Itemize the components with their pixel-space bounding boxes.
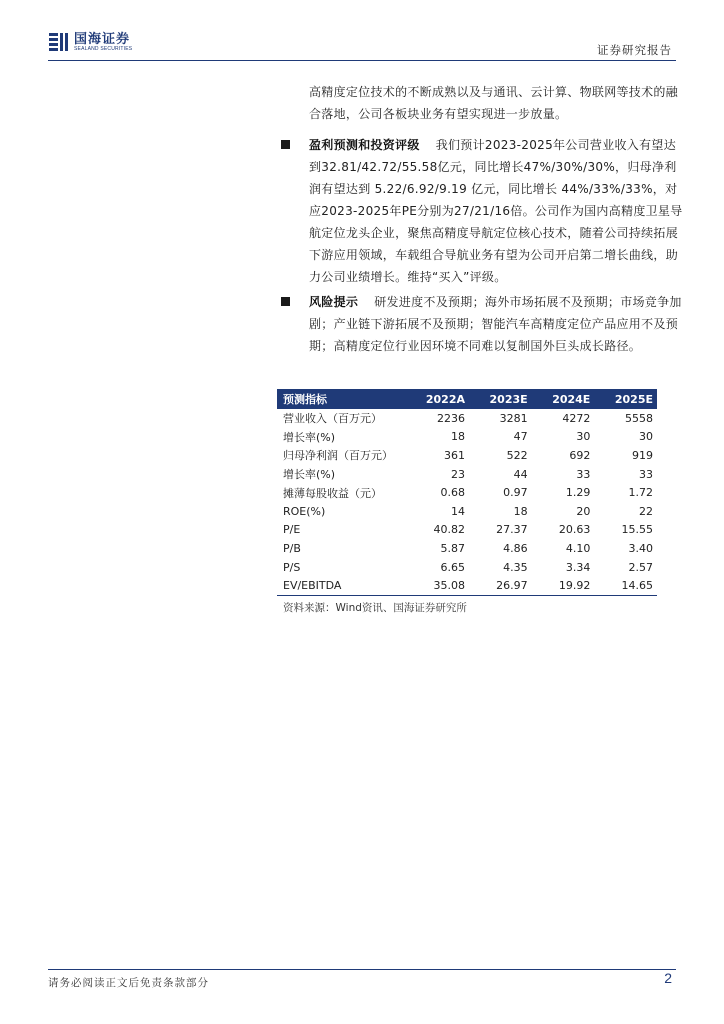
forecast-table [277, 389, 657, 596]
table-cell: 30 [639, 430, 653, 444]
bullet-square-icon [281, 297, 290, 306]
table-cell: 23 [451, 467, 466, 481]
table-cell: 3281 [499, 411, 528, 425]
table-row [277, 558, 657, 577]
risk-heading: 风险提示 [309, 295, 359, 309]
table-cell: 44 [513, 467, 528, 481]
table-cell: 1.72 [628, 486, 653, 500]
table-row [277, 428, 657, 447]
table-cell: 40.82 [433, 523, 466, 537]
table-cell: 摊薄每股收益（元） [283, 486, 382, 500]
table-cell: 2.57 [628, 560, 653, 574]
table-cell: 18 [451, 430, 466, 444]
bullet-square-icon [281, 140, 290, 149]
table-header-cell: 预测指标 [277, 389, 405, 409]
table-cell: 27.37 [496, 523, 528, 537]
table-header-cell: 2022A [405, 389, 469, 409]
table-cell: 15.55 [621, 523, 653, 537]
logo-en-text: SEALAND SECURITIES [74, 45, 133, 52]
logo-cn-text: 国海证券 [74, 31, 131, 47]
sealand-logo-icon [48, 31, 70, 53]
table-cell: 14.65 [594, 576, 657, 595]
table-cell: 增长率(%) [283, 430, 336, 444]
table-cell: 4.86 [503, 541, 528, 555]
table-cell: 692 [569, 448, 591, 462]
table-cell: 33 [639, 467, 653, 481]
table-cell: 3.34 [565, 560, 591, 574]
table-cell: 22 [639, 504, 653, 518]
table-cell: 522 [506, 448, 528, 462]
table-cell: 1.29 [565, 486, 591, 500]
footer-disclaimer: 请务必阅读正文后免责条款部分 [48, 977, 209, 989]
table-cell: 14 [451, 504, 466, 518]
table-cell: 0.68 [440, 486, 466, 500]
report-type-title: 证券研究报告 [597, 43, 672, 57]
table-source-note: 资料来源：Wind资讯、国海证券研究所 [283, 602, 467, 614]
table-cell: 5558 [625, 411, 653, 425]
table-cell: 18 [513, 504, 528, 518]
table-cell: EV/EBITDA [277, 576, 405, 595]
intro-paragraph: 高精度定位技术的不断成熟以及与通讯、云计算、物联网等技术的融合落地，公司各板块业务有望实现进一步放量。 [309, 85, 679, 121]
forecast-paragraph [309, 134, 685, 288]
table-header-row [277, 389, 657, 409]
footer-divider [48, 969, 676, 970]
table-cell: 47 [513, 430, 528, 444]
table-row [277, 502, 657, 521]
page-header [48, 28, 676, 61]
table-cell: 6.65 [440, 560, 466, 574]
table-cell: 26.97 [469, 576, 532, 595]
table-cell: 4.35 [503, 560, 528, 574]
page-number: 2 [664, 970, 672, 986]
table-row [277, 576, 657, 595]
table-cell: 19.92 [532, 576, 595, 595]
table-cell: 20 [576, 504, 591, 518]
table-row [277, 539, 657, 558]
table-row [277, 465, 657, 484]
table-cell: 919 [632, 448, 653, 462]
table-cell: 2236 [437, 411, 466, 425]
table-cell: 增长率(%) [283, 468, 336, 482]
table-cell: 35.08 [405, 576, 469, 595]
table-row [277, 521, 657, 540]
company-logo [48, 31, 132, 53]
table-cell: P/S [283, 560, 301, 574]
table-cell: ROE(%) [283, 504, 326, 518]
table-row [277, 483, 657, 502]
table-cell: 3.40 [628, 541, 653, 555]
table-header-cell: 2023E [469, 389, 532, 409]
table-header-cell: 2025E [594, 389, 657, 409]
table-row [277, 409, 657, 428]
table-cell: 0.97 [503, 486, 528, 500]
table-cell: 4272 [562, 411, 591, 425]
table-cell: P/E [283, 523, 301, 537]
table-cell: 4.10 [565, 541, 591, 555]
forecast-text: 我们预计2023-2025年公司营业收入有望达到32.81/42.72/55.58亿元，同比增长47%/30%/30%，归母净利润有望达到 5.22/6.92/9.19 亿元，同比增长 44%/33%/33%，对应2023-2025年PE分别为27/21/16倍。公司作为国内高精度卫星导航定位龙头企业，聚焦高精度导航定位核心技术，随着公司持续拓展下游应用领域，车载组合导航业务有望为公司开启第二增长曲线，助力公司业绩增长。维持“买入”评级。 [309, 138, 683, 284]
table-cell: P/B [283, 541, 301, 555]
risk-text: 研发进度不及预期；海外市场拓展不及预期；市场竞争加剧；产业链下游拓展不及预期；智能汽车高精度定位产品应用不及预期；高精度定位行业因环境不同难以复制国外巨头成长路径。 [309, 295, 682, 353]
table-cell: 361 [444, 448, 466, 462]
table-header-cell: 2024E [532, 389, 595, 409]
table-row [277, 446, 657, 465]
table-cell: 20.63 [558, 523, 591, 537]
risk-paragraph [309, 291, 685, 357]
forecast-heading: 盈利预测和投资评级 [309, 138, 420, 152]
table-cell: 营业收入（百万元） [283, 412, 382, 426]
table-cell: 5.87 [440, 541, 466, 555]
table-cell: 33 [576, 467, 591, 481]
table-cell: 归母净利润（百万元） [283, 449, 393, 463]
table-cell: 30 [576, 430, 591, 444]
